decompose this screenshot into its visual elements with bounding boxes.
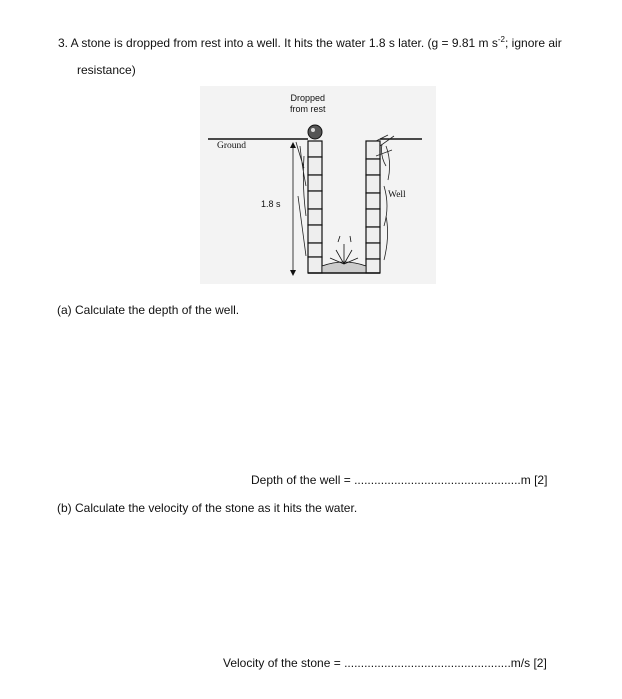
time-arrow-head-down [290, 270, 296, 276]
part-a-answer-line [251, 473, 547, 487]
dropped-label-line1: Dropped [290, 93, 326, 103]
part-b-answer-line [223, 656, 547, 670]
exponent: -2 [497, 35, 506, 44]
question-stem-line2: resistance) [77, 63, 136, 77]
part-a-prompt: (a) Calculate the depth of the well. [57, 303, 240, 317]
time-arrow-head-up [290, 142, 296, 148]
well-drawing [200, 86, 436, 284]
stone-highlight [311, 128, 315, 132]
time-label: 1.8 s [261, 199, 281, 209]
left-wall [308, 141, 322, 273]
splash [330, 236, 358, 264]
well-label: Well [388, 190, 406, 200]
question-stem-line1 [58, 35, 562, 50]
question-text: 3. A stone is dropped from rest into a well. It hits the water 1.8 s later. (g = 9.81 m s [58, 36, 498, 50]
dropped-label [290, 93, 326, 115]
part-b-answer-label: Velocity of the stone = [223, 656, 345, 670]
part-b-answer-blank[interactable]: .................................................. [344, 656, 511, 670]
stone [308, 125, 322, 139]
part-a-answer-label: Depth of the well = [251, 473, 355, 487]
well-diagram [200, 86, 436, 284]
part-a-answer-blank[interactable]: .................................................. [354, 473, 521, 487]
right-wall [366, 141, 380, 273]
part-b-prompt: (b) Calculate the velocity of the stone as it hits the water. [57, 501, 358, 515]
part-a-unit-marks: m [2] [520, 473, 548, 487]
question-text-tail: ; ignore air [505, 36, 562, 50]
dropped-label-line2: from rest [290, 104, 326, 114]
part-b-unit-marks: m/s [2] [510, 656, 547, 670]
ground-label: Ground [217, 141, 247, 151]
